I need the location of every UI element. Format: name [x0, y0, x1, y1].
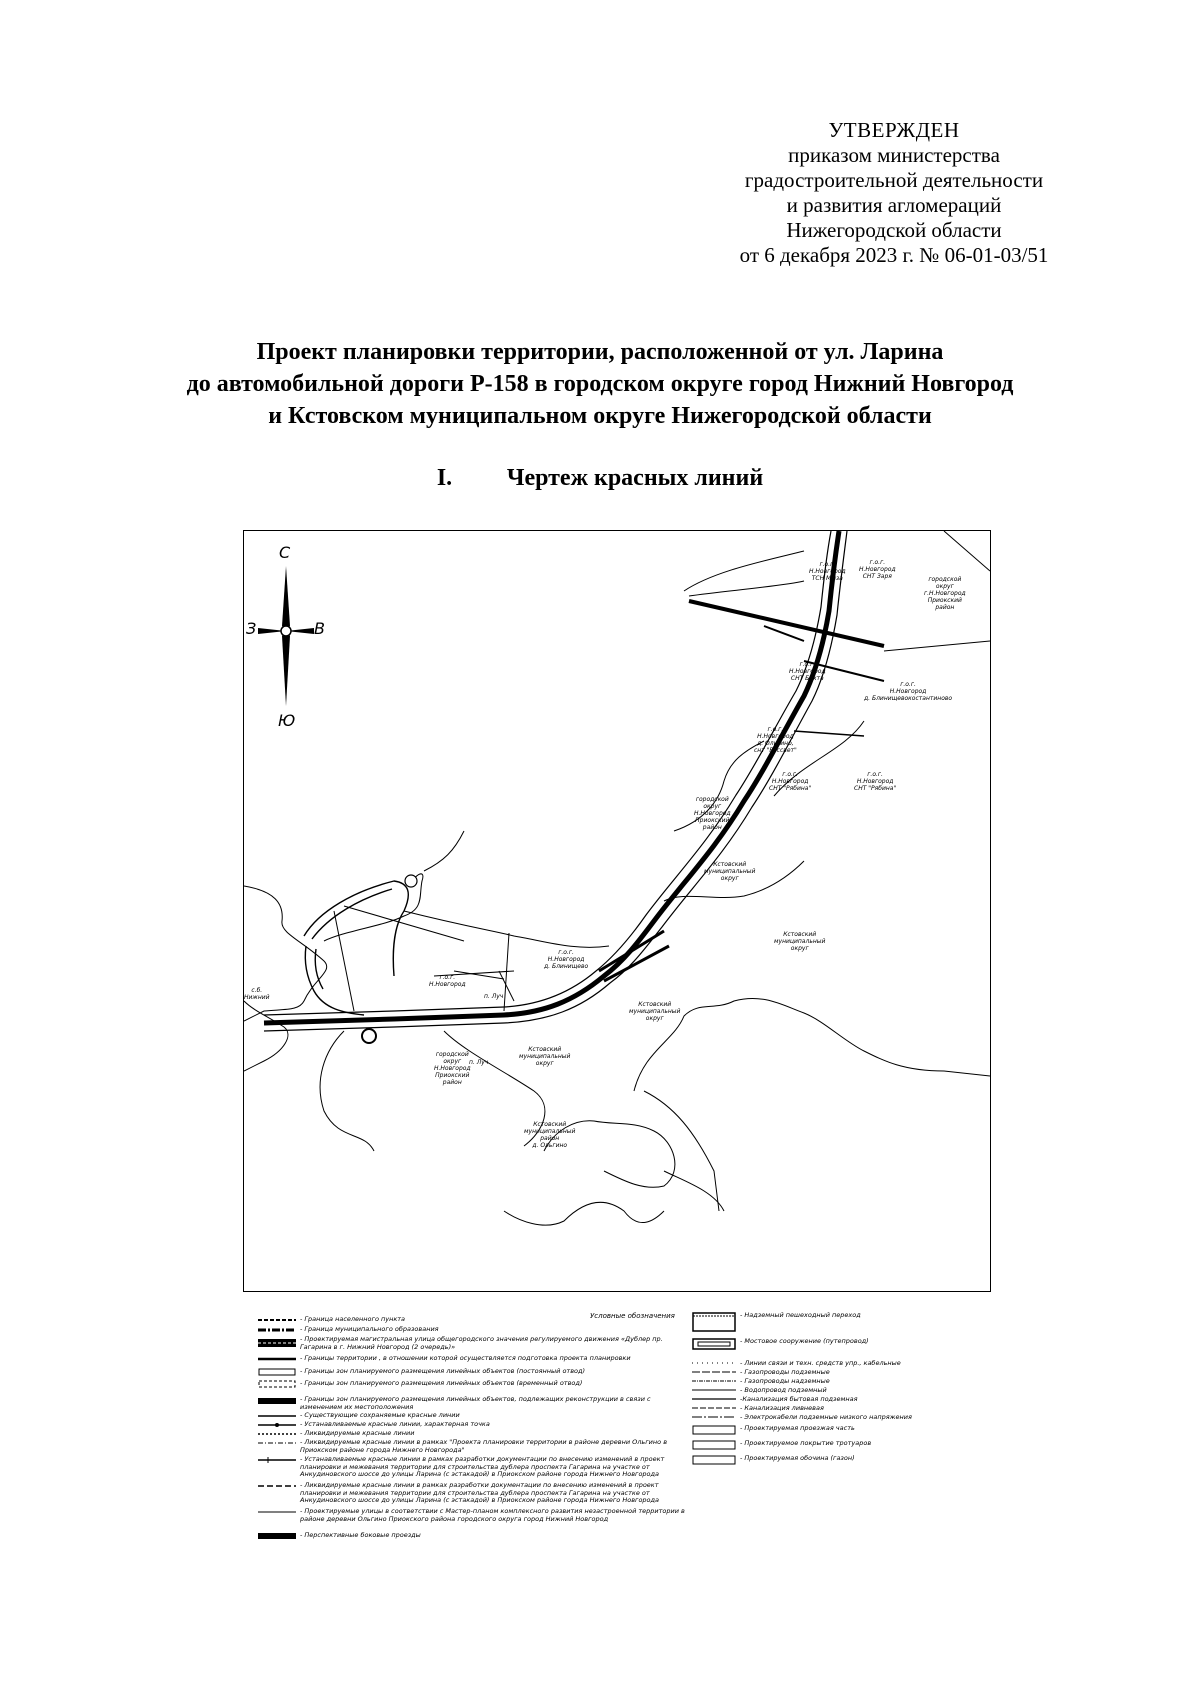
legend-item: - Газопроводы подземные — [740, 1368, 830, 1376]
compass-east: В — [314, 619, 325, 638]
map-label: г.о.г. Н.Новгород СНТ "Рябина" — [769, 771, 812, 792]
map-label: п. Луч — [484, 993, 504, 1000]
approval-heading: УТВЕРЖДЕН — [828, 118, 960, 142]
approval-date: от 6 декабря 2023 г. № 06-01-03/51 — [739, 243, 1049, 267]
compass-west: З — [246, 619, 257, 638]
section-title: Чертеж красных линий — [506, 465, 764, 491]
boundary-line — [404, 911, 609, 947]
title-line: Проект планировки территории, расположенной от ул. Ларина — [256, 339, 944, 365]
map-label: городской округ Н.Новгород Приокский район — [434, 1051, 471, 1086]
document-title — [60, 336, 1140, 432]
map-label: Кстовский муниципальный округ — [629, 1001, 681, 1022]
map-label: г.о.г. Н.Новгород СНТ "Рябина" — [854, 771, 897, 792]
legend-title: Условные обозначения — [590, 1312, 675, 1320]
roundabout — [362, 1029, 376, 1043]
legend-item: - Проектируемое покрытие тротуаров — [692, 1440, 950, 1450]
approval-line: и развития агломераций — [786, 193, 1002, 217]
legend-item: - Проектируемая магистральная улица общегородского значения регулируемого движения «Дублер пр. Гагарина в г. Нижний Новгород (2 очередь)» — [258, 1336, 690, 1351]
map-label: г.о.г. Н.Новгород ТСН Мыза — [809, 561, 846, 582]
legend-item: -Канализация бытовая подземная — [740, 1395, 858, 1403]
legend-item: - Газопроводы надземные — [740, 1377, 830, 1385]
compass-south: Ю — [278, 711, 296, 730]
section-number: I. — [436, 465, 453, 491]
planned-street — [304, 881, 408, 976]
section-heading — [0, 465, 1200, 492]
legend-item: - Ликвидируемые красные линии в рамках "Проекта планировки территории в районе деревни Ольгино в Приокском районе города Нижнего Новгорода" — [300, 1438, 668, 1454]
legend-item: - Перспективные боковые проезды — [258, 1532, 690, 1540]
legend-item: - Электрокабели подземные низкого напряжения — [740, 1413, 912, 1421]
legend-item: - Мостовое сооружение (путепровод) — [692, 1338, 950, 1350]
legend-item: - Проектируемая обочина (газон) — [692, 1455, 950, 1465]
map-label: Кстовский муниципальный округ — [774, 931, 826, 952]
approval-stamp — [684, 118, 1104, 268]
approval-line: градостроительной деятельности — [744, 168, 1044, 192]
road-crossing — [689, 601, 884, 646]
legend-item: - Устанавливаемые красные линии в рамках разработки документации по внесению изменений в проект планировки и межевания территории для строительства дублера проспекта Гагарина на участке от Анкудиновского шоссе до улицы Ларина (с эстакадой) в Приокском районе города Нижнего Новгорода — [300, 1455, 665, 1478]
roundabout — [405, 875, 417, 887]
legend-item: - Границы территории , в отношении которой осуществляется подготовка проекта планировки — [300, 1354, 631, 1362]
legend-item: - Линии связи и техн. средств упр., кабельные — [740, 1359, 901, 1367]
legend-item: - Устанавливаемые красные линии, характерная точка — [258, 1421, 690, 1429]
approval-line: Нижегородской области — [786, 218, 1002, 242]
boundary-line — [634, 998, 990, 1091]
map-label: Кстовский муниципальный округ — [519, 1046, 571, 1067]
boundary-line — [884, 641, 990, 651]
legend-item: - Границы зон планируемого размещения линейных объектов, подлежащих реконструкции в связи с изменением их местоположения — [258, 1396, 690, 1411]
map-label: Кстовский муниципальный район д. Ольгино — [524, 1121, 576, 1149]
legend-item: - Ликвидируемые красные линии — [300, 1429, 415, 1437]
map-label: г.о.г. Н.Новгород СНТ Бахта — [789, 661, 826, 682]
map-label: г.о.г. Н.Новгород д. Блинищевокостантиново — [864, 681, 953, 702]
legend-item: - Ликвидируемые красные линии в рамках разработки документации по внесению изменений в проект планировки и межевания территории для строительства дублера проспекта Гагарина на участке от Анкудиновского шоссе до улицы Ларина (с эстакадой) в Приокском районе города Нижнего Новгорода — [300, 1481, 660, 1504]
legend-item: - Граница населенного пункта — [300, 1315, 406, 1323]
legend-item: - Проектируемые улицы в соответствии с Мастер-планом комплексного развития незастроенной территории в районе деревни Ольгино Приокского района городского округа город Нижний Новгород — [300, 1507, 685, 1523]
boundary-line — [684, 551, 804, 591]
legend-item: - Существующие сохраняемые красные линии — [300, 1411, 460, 1419]
boundary-line — [334, 911, 354, 1011]
legend-item: - Границы зон планируемого размещения линейных объектов (временный отвод) — [258, 1380, 690, 1388]
legend-item: - Проектируемая проезжая часть — [692, 1425, 950, 1435]
legend-item: - Граница муниципального образования — [300, 1325, 439, 1333]
map-label: г.о.г. Н.Новгород д. Блинищево — [544, 949, 589, 970]
map-label: п. Луч — [469, 1059, 489, 1066]
map-label: г.о.г. Н.Новгород СНТ Заря — [859, 559, 896, 580]
boundary-line — [504, 1202, 664, 1225]
map-label: городской округ г.Н.Новгород Приокский район — [924, 576, 966, 611]
map-label: городской округ Н.Новгород Приокский район — [694, 796, 731, 831]
title-line: до автомобильной дороги Р-158 в городском округе город Нижний Новгород — [186, 371, 1014, 397]
legend-item: - Канализация ливневая — [740, 1404, 824, 1412]
boundary-line — [244, 1001, 288, 1071]
map-label: г.о.г. Н.Новгород — [429, 974, 466, 988]
compass-rose-icon — [258, 566, 314, 706]
red-lines-drawing — [243, 530, 991, 1292]
planned-street — [305, 946, 364, 1015]
legend-item: - Границы зон планируемого размещения линейных объектов (постоянный отвод) — [258, 1368, 690, 1376]
compass-north: С — [279, 543, 291, 562]
map-drawing — [244, 531, 990, 1291]
legend-item: - Надземный пешеходный переход — [692, 1312, 950, 1332]
title-line: и Кстовском муниципальном округе Нижегородской области — [268, 403, 932, 429]
map-label: Кстовский муниципальный округ — [704, 861, 756, 882]
boundary-line — [689, 581, 804, 596]
boundary-line — [320, 1031, 374, 1151]
boundary-line — [944, 531, 990, 571]
boundary-line — [424, 831, 464, 871]
legend-item: - Водопровод подземный — [740, 1386, 827, 1394]
approval-line: приказом министерства — [788, 143, 1000, 167]
map-label: с.б. Нижний — [244, 987, 270, 1001]
map-label: г.о.г. Н.Новгород д. Ольгино, снт "Рассвет" — [754, 726, 797, 754]
